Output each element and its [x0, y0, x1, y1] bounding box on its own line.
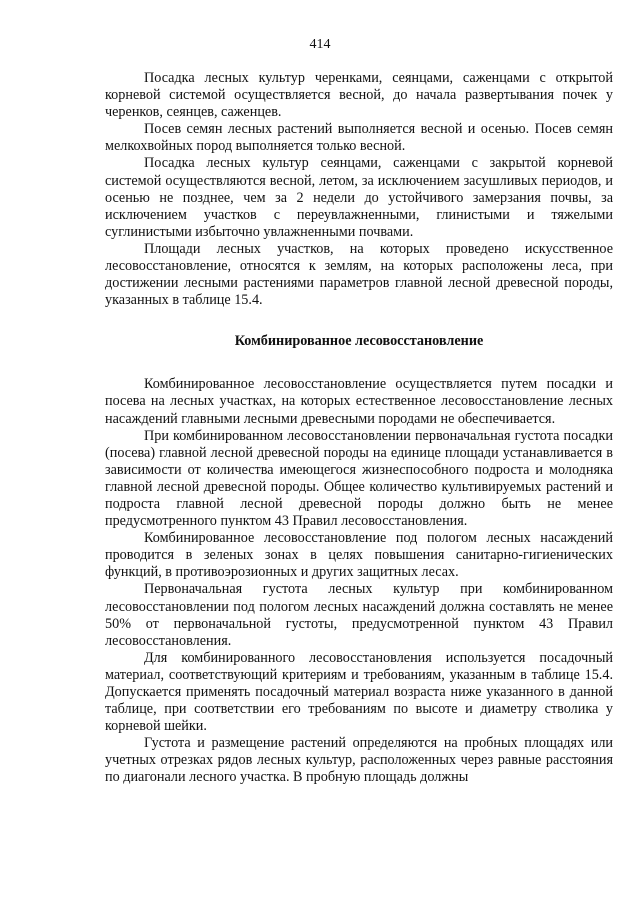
paragraph: При комбинированном лесовосстановлении первоначальная густота посадки (посева) главной лесной древесной породы на единице площади устанавливается в зависимости от количества имеющегося жизнеспособного подроста и молодняка главной лесной древесной породы. Общее количество культивируемых растений и подроста главной лесной древесной породы должно быть не менее предусмотренного пунктом 43 Правил лесовосстановления. [105, 427, 613, 530]
section-heading: Комбинированное лесовосстановление [234, 333, 484, 350]
paragraph: Посадка лесных культур сеянцами, саженцами с закрытой корневой системой осуществляются весной, летом, за исключением засушливых периодов, и осенью не позднее, чем за 2 недели до устойчивого замерзания почвы, за исключением участков с переувлажненными, глинистыми и тяжелыми суглинистыми избыточно увлажненными почвами. [105, 155, 613, 240]
paragraph: Комбинированное лесовосстановление под пологом лесных насаждений проводится в зеленых зонах в целях повышения санитарно-гигиенических функций, в противоэрозионных и других защитных лесах. [105, 530, 613, 581]
paragraph: Площади лесных участков, на которых проведено искусственное лесовосстановление, относятся к землям, на которых расположены леса, при достижении лесными растениями параметров главной лесной древесной породы, указанных в таблице 15.4. [105, 240, 613, 309]
paragraph: Густота и размещение растений определяются на пробных площадях или учетных отрезках рядов лесных культур, расположенных через равные расстояния по диагонали лесного участка. В пробную площадь должны [105, 735, 613, 786]
paragraph: Посев семян лесных растений выполняется весной и осенью. Посев семян мелкохвойных пород выполняется только весной. [105, 121, 613, 155]
paragraph: Посадка лесных культур черенками, сеянцами, саженцами с открытой корневой системой осуществляется весной, до начала развертывания почек у черенков, сеянцев, саженцев. [105, 70, 613, 121]
paragraph: Для комбинированного лесовосстановления используется посадочный материал, соответствующий критериям и требованиям, указанным в таблице 15.4. Допускается применять посадочный материал возраста ниже указанного в данной таблице, при соответствии его требованиям по высоте и диаметру стволика у корневой шейки. [105, 649, 613, 735]
paragraph: Комбинированное лесовосстановление осуществляется путем посадки и посева на лесных участках, на которых естественное лесовосстановление лесных насаждений главными лесными древесными породами не обеспечивается. [105, 376, 613, 427]
document-body [105, 70, 613, 787]
paragraph: Первоначальная густота лесных культур при комбинированном лесовосстановлении под пологом лесных насаждений должна составлять не менее 50% от первоначальной густоты, предусмотренной пунктом 43 Правил лесовосстановления. [105, 581, 613, 649]
page-number: 414 [309, 37, 331, 52]
